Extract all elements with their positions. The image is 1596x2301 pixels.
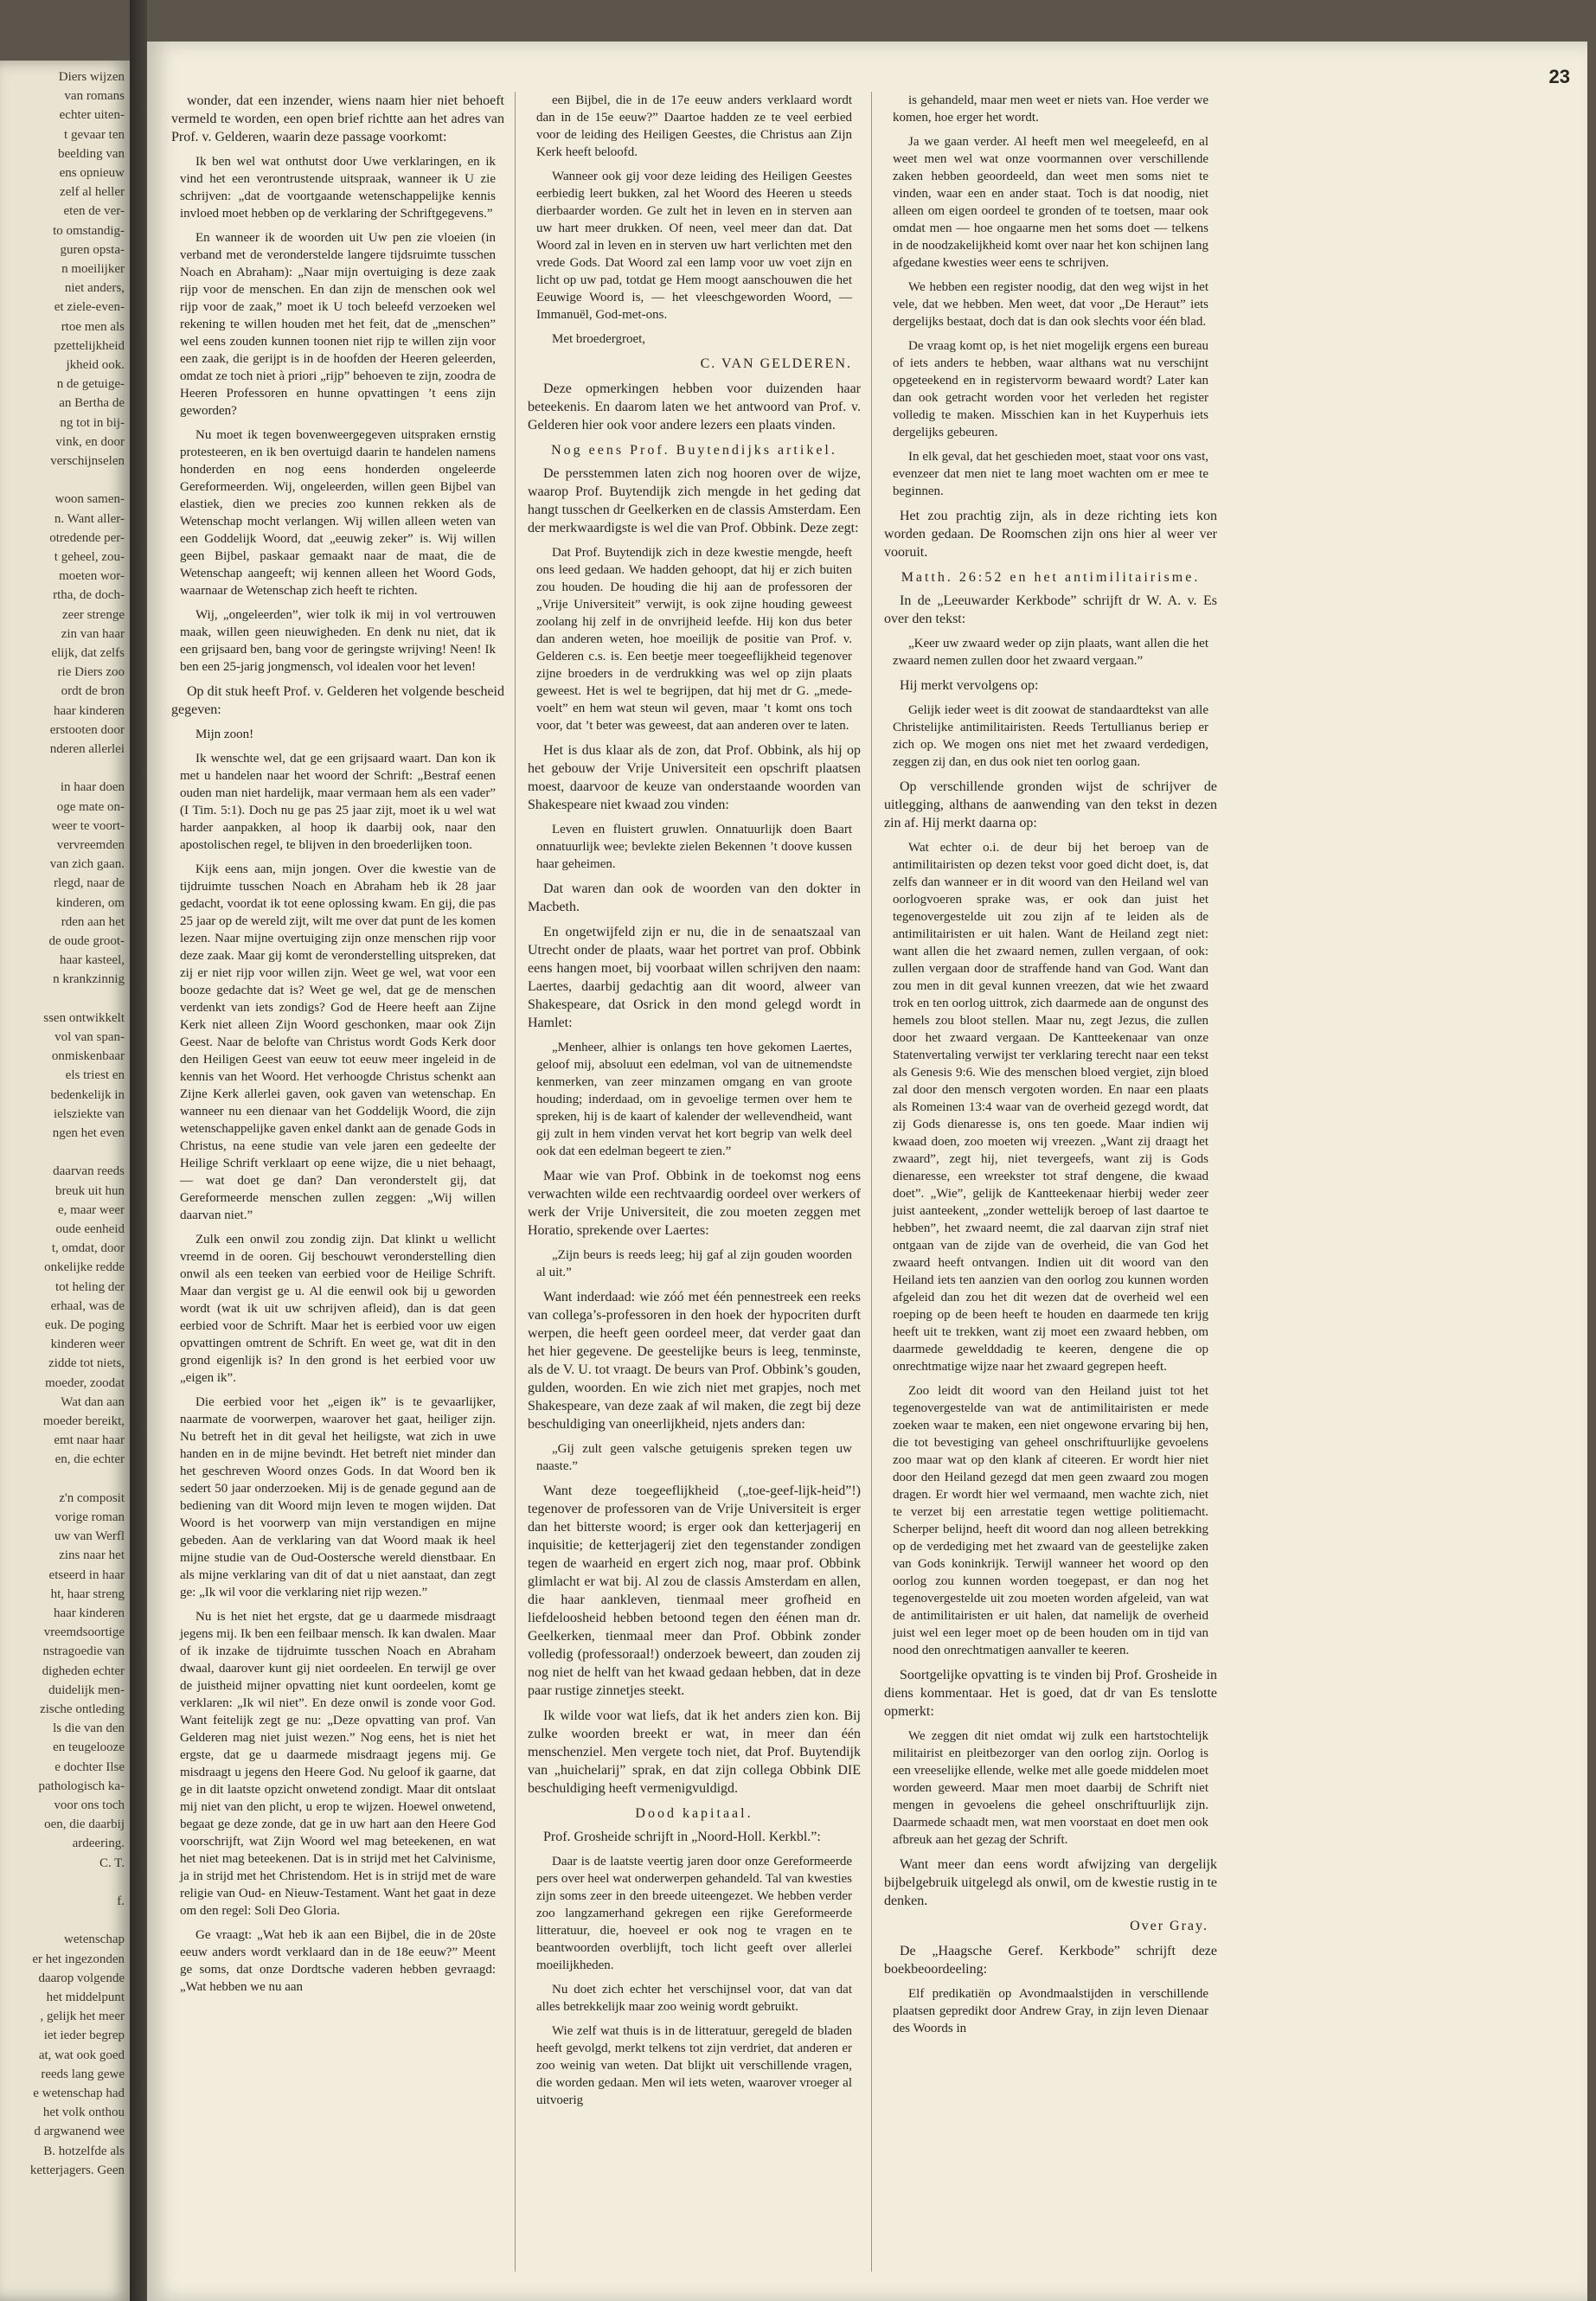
previous-page-line: moeder, zoodat — [45, 1375, 125, 1390]
signature: Over Gray. — [1130, 1919, 1208, 1933]
column-divider — [871, 92, 872, 2272]
quoted-paragraph: Nu doet zich echter het verschijnsel voor, dat van dat alles betrekkelijk maar zoo weinig wordt gebruikt. — [536, 1983, 852, 2014]
previous-page-line: vink, en door — [55, 434, 125, 449]
previous-page-line: bedenkelijk in — [50, 1087, 125, 1102]
previous-page-line: t geheel, zou- — [54, 550, 125, 564]
previous-page-line: rlegd, naar de — [53, 876, 125, 891]
text-column-1 — [171, 92, 504, 2272]
article-paragraph: Maar wie van Prof. Obbink in de toekomst nog eens verwachten wilde een rechtvaardig oordeel over werkers of werk der Vrije Universiteit, die zou moeten zeggen met Horatio, sprekende over Laertes: — [528, 1169, 861, 1238]
previous-page-line: onkelijke redde — [44, 1260, 125, 1275]
previous-page-edge — [0, 61, 130, 2301]
article-paragraph: De „Haagsche Geref. Kerkbode” schrijft deze boekbeoordeeling: — [884, 1944, 1217, 1977]
previous-page-line: nderen allerlei — [49, 742, 125, 756]
previous-page-line: ssen ontwikkelt — [43, 1010, 125, 1025]
previous-page-line: t, omdat, door — [51, 1241, 125, 1256]
previous-page-line: uw van Werfl — [54, 1529, 125, 1544]
quoted-paragraph: een Bijbel, die in de 17e eeuw anders verklaard wordt dan in de 15e eeuw?” Daartoe hadden ze te veel eerbied voor de leiding des Heiligen Geestes, die Christus aan Zijn Kerk heeft beloofd. — [536, 93, 852, 159]
quoted-paragraph: Wij, „ongeleerden”, wier tolk ik mij in vol vertrouwen maak, willen geen nieuwigheden. En denk nu niet, dat ik een grijsaard ben, bang voor de geringste wrijving! Neen! Ik ben een 25-jarig jongmensch, vol idealen voor het leven! — [180, 608, 496, 674]
previous-page-line: etseerd in haar — [48, 1567, 125, 1582]
previous-page-line: guren opsta- — [60, 242, 125, 257]
newspaper-page — [147, 42, 1587, 2301]
quoted-paragraph: Nu is het niet het ergste, dat ge u daarmede misdraagt jegens mij. Ik ben een feilbaar mensch. Ik kan dwalen. Maar of ik inzake de tijdruimte tusschen Noach en Abraham dwaal, daarover kunt gij niet oordeelen. En terwijl ge over de juistheid mijner opvatting niet kunt oordeelen, komt ge verklaren: „Ik wil niet”. En deze onwil is zonde voor God. Want feitelijk zegt ge nu: „Deze opvatting van prof. Van Gelderen mag niet juist wezen.” Nog eens, het is niet het ergste, dat ge u daarmede misdraagt jegens mij. Ge misdraagt u jegens den Heere God. Nu geloof ik gaarne, dat ge in dit laatste opzicht onwetend zondigt. Maar dit ontslaat mij niet van den plicht, u erop te wijzen. Hoewel onwetend, begaat ge deze zonde, dat ge in uw hart aan den Heere God voorschrijft, wat Zijn Woord wel mag beteekenen, en wat het niet mag beteekenen. Dat is in strijd met het Calvinisme, ja in strijd met het Christendom. Het is in strijd met de ware religie van Oud- en Nieuw-Testament. Want het gaat in deze om den regel: Soli Deo Gloria. — [180, 1610, 496, 1918]
previous-page-line: n de getuige- — [56, 377, 125, 392]
previous-page-line: jkheid ook. — [66, 358, 125, 372]
previous-page-line: erstooten door — [49, 722, 125, 737]
previous-page-line: verschijnselen — [50, 454, 125, 468]
previous-page-line: oude eenheid — [55, 1222, 125, 1236]
previous-page-line: et ziele-even- — [54, 300, 125, 315]
article-paragraph: wonder, dat een inzender, wiens naam hier niet behoeft vermeld te worden, een open brief richtte aan het adres van Prof. v. Gelderen, waarin deze passage voorkomt: — [171, 93, 504, 144]
previous-page-line: f. — [117, 1894, 125, 1908]
previous-page-line: Diers wijzen — [58, 70, 125, 84]
previous-page-line: haar kinderen — [53, 1606, 125, 1620]
article-paragraph: En ongetwijfeld zijn er nu, die in de senaatszaal van Utrecht onder de plaats, waar het portret van prof. Obbink eens hangen moet, bij voorbaat willen schrijven den naam: Laertes, daarbij gedachtig aan dit woord, alweer van Shakespeare, dat Osrick in den mond gelegd wordt in Hamlet: — [528, 925, 861, 1030]
previous-page-line: , gelijk het meer — [40, 2009, 125, 2024]
quoted-paragraph: is gehandeld, maar men weet er niets van. Hoe verder we komen, hoe erger het wordt. — [893, 93, 1208, 125]
article-paragraph: Want deze toegeeflijkheid („toe-geef-lijk-heid”!) tegenover de professoren van de Vrije Universiteit is erger dan het bitterste woord; is erger ook dan ketterjagerij en inquisitie; de ketterjagerij ziet den tegenstander zondigen tegen de waarheid en ergert zich nog, maar prof. Obbink glimlacht er wat bij. Al zou de classis Amsterdam en allen, die haar aankleven, tienmaal meer grofheid en liefdeloosheid hebben betoond tegen den éénen man dr. Geelkerken, tienmaal meer dan Prof. Obbink zonder volledig (professoraal!) onderzoek beweert, dan zouden zij nog niet de helft van het kwaad gedaan hebben, dat in deze paar rustige zinnetjes steekt. — [528, 1484, 861, 1698]
previous-page-line: kinderen weer — [50, 1337, 125, 1352]
previous-page-line: e, maar weer — [57, 1202, 125, 1217]
page-number: 23 — [1548, 66, 1570, 87]
previous-page-line: het middelpunt — [46, 1990, 125, 2004]
previous-page-line: ens opnieuw — [59, 166, 125, 180]
binding-gutter — [130, 0, 147, 2301]
previous-page-line: iet ieder begrep — [43, 2029, 125, 2043]
previous-page-line: woon samen- — [54, 492, 125, 507]
previous-page-line: haar kasteel, — [60, 953, 125, 968]
previous-page-line: en, die echter — [54, 1452, 125, 1467]
section-heading: Dood kapitaal. — [635, 1806, 753, 1821]
previous-page-line: daarvan reeds — [53, 1164, 125, 1179]
article-paragraph: Dat waren dan ook de woorden van den dokter in Macbeth. — [528, 881, 861, 914]
previous-page-line: zische ontleding — [40, 1702, 125, 1716]
previous-page-line: ardeering. — [72, 1836, 125, 1851]
signature: C. VAN GELDEREN. — [700, 356, 852, 371]
previous-page-line: pathologisch ka- — [38, 1779, 125, 1793]
quoted-paragraph: „Gij zult geen valsche getuigenis spreken tegen uw naaste.” — [536, 1442, 852, 1473]
previous-page-line: het volk onthou — [42, 2106, 125, 2120]
previous-page-line: n krankzinnig — [53, 972, 125, 987]
previous-page-line: d argwanend wee — [34, 2125, 125, 2139]
previous-page-line: Wat dan aan — [61, 1394, 125, 1409]
quoted-paragraph: „Keer uw zwaard weder op zijn plaats, want allen die het zwaard nemen zullen door het zwaard vergaan.” — [893, 637, 1208, 668]
quoted-paragraph: Dat Prof. Buytendijk zich in deze kwestie mengde, heeft ons leed gedaan. We hadden gehoopt, dat hij er zich buiten zou houden. De houding die hij aan de professoren der „Vrije Universiteit” verwijt, is ook zijne houding geweest zoolang hij zelf in de onvrijheid leefde. Hij kon dus beter dan anderen weten, hoe moeilijk de positie van Prof. v. Gelderen c.s. is. Een beetje meer toegeeflijkheid tegenover zijne broeders in de verdrukking was wel op zijn plaats geweest. Het is wel te begrijpen, dat hij met dr G. „mede-voelt” en hem wat steun wil geven, maar ’t komt ons toch voor, dat ’t beter was geweest, dat aan anderen over te laten. — [536, 546, 852, 733]
previous-page-line: at, wat ook goed — [38, 2048, 125, 2062]
quoted-paragraph: Ja we gaan verder. Al heeft men wel meegeleefd, en al weet men wel wat onze voormannen over verschillende zaken hebben geoordeeld, dan weet men soms niet te vinden, waar een en ander staat. Toch is dat noodig, niet alleen om eigen oordeel te gronden of te toetsen, maar ook omdat men — hoe ongaarne men het soms doet — telkens in de noodzakelijkheid komt over naar het kon schijnen lang afgedane kwesties weer eens te schrijven. — [893, 135, 1208, 270]
previous-page-line: zidde tot niets, — [48, 1356, 125, 1371]
previous-page-line: er het ingezonden — [32, 1952, 125, 1966]
previous-page-line: de oude groot- — [48, 934, 125, 948]
previous-page-line: van zich gaan. — [49, 857, 125, 872]
quoted-paragraph: We hebben een register noodig, dat den weg wijst in het vele, dat we hebben. Men weet, dat voor „De Heraut” iets dergelijks bestaat, doch dat is dan ook slechts voor één blad. — [893, 280, 1208, 329]
previous-page-line: vervreemden — [56, 838, 125, 852]
previous-page-line: breuk uit hun — [55, 1183, 125, 1198]
quoted-paragraph: Mijn zoon! — [195, 727, 254, 741]
article-paragraph: Op verschillende gronden wijst de schrijver de uitlegging, althans de aanwending van den tekst in dezen zin af. Hij merkt daarna op: — [884, 779, 1217, 830]
previous-page-line: oen, die daarbij — [44, 1817, 125, 1832]
previous-page-line: e wetenschap had — [33, 2086, 125, 2100]
previous-page-line: wetenschap — [64, 1932, 125, 1947]
previous-page-line: voor ons toch — [54, 1798, 125, 1812]
quoted-paragraph: In elk geval, dat het geschieden moet, staat voor ons vast, evenzeer dat men niet te lang moet wachten om er mee te beginnen. — [893, 450, 1208, 498]
previous-page-line: reeds lang gewe — [41, 2067, 125, 2081]
previous-page-line: beelding van — [57, 146, 125, 161]
previous-page-line: ht, haar streng — [50, 1586, 125, 1601]
previous-page-line: tot heling der — [55, 1279, 125, 1294]
previous-page-line: ketterjagers. Geen — [29, 2163, 125, 2177]
quoted-paragraph: Kijk eens aan, mijn jongen. Over die kwestie van de tijdruimte tusschen Noach en Abraham heb ik 28 jaar gedacht, voordat ik tot eene oplossing kwam. En gij, die pas 25 jaar op de wereld zijt, wilt me over dat punt de les komen lezen. Naar mijne overtuiging zijn onze menschen rijp voor deze zaak. Maar gij komt de veronderstelling uitspreken, dat zij er niet rijp voor willen zijn. Weet ge wel, wat voor een booze gedachte dat is? Weet ge wel, dat ge de menschen verdenkt van iets zondigs? God de Heere heeft aan Zijne Kerk niet alleen Zijn Woord geschonken, maar ook Zijn Geest. Naar de belofte van Christus wordt Gods Kerk door den Heiligen Geest van eeuw tot eeuw meer ingeleid in de kennis van het Woord. Het verhoogde Christus schenkt aan Zijne Kerk allerlei gaven, ook gaven van wetenschap. En wanneer nu een dienaar van het Goddelijk Woord, die zijn wetenschappelijke gaven enkel dankt aan de genade Gods in Christus, na eene studie van vele jaren een gedeelte der Heilige Schrift verklaart op eene wijze, die u niet behaagt, — wat doet ge dan? Dan veronderstelt gij, dat Gereformeerde menschen zullen zeggen: „Wij willen daarvan niet.” — [180, 862, 496, 1222]
quoted-paragraph: Zulk een onwil zou zondig zijn. Dat klinkt u wellicht vreemd in de ooren. Gij beschouwt veronderstelling dien onwil als een teeken van eerbied voor de Heilige Schrift. Maar dan vergist ge u. Al die eenwil ook bij u geworden wordt (wat ik uit uw schrijven afleid), dan is dat geen eerbied voor de Schrift. Maar het is eerbied voor uw eigen opvattingen omtrent de Schrift. En weet ge, wat dit in den grond eigenlijk is? In den grond is het eerbied voor uw „eigen ik”. — [180, 1233, 496, 1385]
previous-page-line: zelf al heller — [60, 185, 125, 200]
previous-page-line: moeten wor- — [59, 569, 125, 584]
previous-page-line: echter uiten- — [59, 108, 125, 123]
text-column-3 — [884, 92, 1217, 2272]
previous-page-line: eten de ver- — [63, 204, 125, 219]
previous-page-line: n. Want aller- — [54, 511, 125, 526]
previous-page-line: daarop volgende — [38, 1971, 125, 1985]
article-paragraph: Het zou prachtig zijn, als in deze richting iets kon worden gedaan. De Roomschen zijn ons hier al weer ver vooruit. — [884, 509, 1217, 560]
previous-page-line: pzettelijkheid — [54, 338, 125, 353]
previous-page-line: rden aan het — [61, 914, 125, 929]
previous-page-line: to omstandig- — [53, 223, 125, 238]
previous-page-line: an Bertha de — [59, 396, 125, 411]
quoted-paragraph: „Zijn beurs is reeds leeg; hij gaf al zijn gouden woorden al uit.” — [536, 1248, 852, 1279]
quoted-paragraph: Met broedergroet, — [552, 332, 646, 346]
column-divider — [515, 92, 516, 2272]
quoted-paragraph: Ge vraagt: „Wat heb ik aan een Bijbel, die in de 20ste eeuw anders wordt verklaard dan in de 18e eeuw?” Meent ge soms, dat onze Dordtsche vaderen hebben gevraagd: „Wat hebben we nu aan — [180, 1928, 496, 1994]
quoted-paragraph: Wie zelf wat thuis is in de litteratuur, geregeld de bladen heeft gevolgd, merkt telkens tot zijn verdriet, dat anderen er zoo weinig van weten. Dat blijkt uit verschillende vragen, die worden gedaan. Men wil iets weten, waarover vroeger al uitvoerig — [536, 2024, 852, 2107]
previous-page-line: nstragoedie van — [42, 1644, 125, 1659]
previous-page-line: oge mate on- — [56, 799, 125, 814]
text-column-2 — [528, 92, 861, 2272]
previous-page-line: weer te voort- — [51, 818, 125, 833]
previous-page-line: zin van haar — [61, 626, 125, 641]
quoted-paragraph: Daar is de laatste veertig jaren door onze Gereformeerde pers over heel wat onderwerpen gehandeld. Tal van kwesties zijn soms zeer in den breede uiteengezet. We hebben verder zoo langzamerhand gekregen een rijke Gereformeerde litteratuur, die, hoeveel er ook nog te vragen en te beantwoorden overblijft, toch licht geeft over allerlei moeilijkheden. — [536, 1855, 852, 1972]
previous-page-line: emt naar haar — [54, 1433, 125, 1448]
quoted-paragraph: We zeggen dit niet omdat wij zulk een hartstochtelijk militairist en pleitbezorger van den oorlog zijn. Oorlog is een vreeselijke ellende, welke met alle goede middelen moet worden geweerd. Maar men moet daarbij de Schrift niet mengen in gevoelens die geheel onschriftuurlijk zijn. Daarmede schaadt men, wat men voorstaat en doet men ook afbreuk aan het gezag der Schrift. — [893, 1729, 1208, 1847]
previous-page-line: elijk, dat zelfs — [51, 646, 125, 660]
quoted-paragraph: Wanneer ook gij voor deze leiding des Heiligen Geestes eerbiedig leert bukken, zal het Woord des Heeren u steeds dierbaarder worden. Ge zult het in leven en in sterven aan uw hart meer drukken. Of neen, veel meer dan dat. Dat Woord zal in leven en in sterven uw hart verlichten met den vrede Gods. Dat Woord zal een lamp voor uw voet zijn en licht op uw pad, totdat ge Hem moogt aanschouwen die het Eeuwige Woord is, — het vleeschgeworden Woord, — Immanuël, God-met-ons. — [536, 170, 852, 322]
previous-page-line: zins naar het — [59, 1548, 125, 1563]
previous-page-line: rie Diers zoo — [57, 665, 125, 680]
article-paragraph: Prof. Grosheide schrijft in „Noord-Holl. Kerkbl.”: — [543, 1830, 821, 1844]
article-paragraph: Want meer dan eens wordt afwijzing van dergelijk bijbelgebruik uitgelegd als onwil, om de kwestie rustig in te denken. — [884, 1857, 1217, 1908]
previous-page-line: kinderen, om — [55, 895, 125, 910]
quoted-paragraph: Die eerbied voor het „eigen ik” is te gevaarlijker, naarmate de voorwerpen, waarover het gaat, heiliger zijn. Nu betreft het in dit geval het heiligste, wat zich in uwe handen en in de mijne bevindt. Het betreft niet minder dan het geschreven Woord onzes Gods. In dat Woord ben ik sedert 50 jaar onderzoeken. Mij is de genade gegund aan de bediening van dit Woord mijn leven te mogen wijden. Dat Woord is het voorwerp van mijn verstandigen en mijne gebeden. Aan de verklaring van dat Woord maak ik heel mijne studie van de Oud-Oostersche wereld dienstbaar. En als mijne verklaring van dit of dat u niet aanstaat, dan zegt ge: „Ik wil voor die verklaring niet rijp wezen.” — [180, 1395, 496, 1599]
previous-page-line: digheden echter — [42, 1663, 125, 1678]
previous-page-line: e dochter Ilse — [54, 1759, 125, 1774]
previous-page-line: van romans — [64, 89, 125, 104]
previous-page-line: vol van span- — [54, 1030, 125, 1044]
quoted-paragraph: De vraag komt op, is het niet mogelijk ergens een bureau of iets anders te hebben, waar althans wat nu verschijnt opgeteekend en in registervorm bewaard wordt? Later kan dan ook getracht worden voor het verleden het register volledig te maken. Misschien kan in het Kuyperhuis iets dergelijks gebeuren. — [893, 339, 1208, 439]
article-paragraph: Soortgelijke opvatting is te vinden bij Prof. Grosheide in diens kommentaar. Het is goed, dat dr van Es tenslotte opmerkt: — [884, 1668, 1217, 1719]
previous-page-line: moeder bereikt, — [42, 1414, 125, 1428]
article-paragraph: In de „Leeuwarder Kerkbode” schrijft dr W. A. v. Es over den tekst: — [884, 593, 1217, 626]
quoted-paragraph: Ik wenschte wel, dat ge een grijsaard waart. Dan kon ik met u handelen naar het woord der Schrift: „Bestraf eenen ouden man niet hardelijk, maar vermaan hem als een vader” (I Tim. 5:1). Doch nu ge pas 25 jaar zijt, moet ik u wel wat harder aanpakken, al hoop ik daarbij ook, naar den apostolischen regel, te blijven in den broederlijken toon. — [180, 752, 496, 852]
previous-page-line: in haar doen — [60, 780, 125, 795]
previous-page-line: euk. De poging — [44, 1318, 125, 1332]
quoted-paragraph: Nu moet ik tegen bovenweergegeven uitspraken ernstig protesteeren, en ik ben overtuigd daarin te handelen namens honderden en nog eens honderden ongeleerde Gereformeerden. Wij, ongeleerden, willen geen Bijbel van elastiek, dien we precies zoo kunnen rekken als de Wetenschap mocht verlangen. Wij willen alleen weten van een Goddelijk Woord, dat „eeuwig zeker” is. Wij willen geen Bijbel, paskaar gemaakt naar de maat, die de Wetenschap aangeeft; wij kennen alleen het Woord Gods, waarnaar de Wetenschap zich heeft te richten. — [180, 428, 496, 598]
previous-page-line: otredende per- — [49, 530, 125, 545]
previous-page-line: ls die van den — [53, 1721, 125, 1736]
article-paragraph: Op dit stuk heeft Prof. v. Gelderen het volgende bescheid gegeven: — [171, 684, 504, 717]
section-heading: Matth. 26:52 en het antimilitairisme. — [901, 570, 1201, 585]
previous-page-line: els triest en — [65, 1068, 125, 1083]
article-paragraph: Hij merkt vervolgens op: — [900, 678, 1039, 693]
previous-page-line: niet anders, — [64, 281, 125, 296]
previous-page-line: duidelijk men- — [48, 1682, 125, 1697]
quoted-paragraph: Gelijk ieder weet is dit zoowat de standaardtekst van alle Christelijke antimilitairisten. Reeds Tertullianus beriep er zich op. We mogen ons niet met het zwaard verdedigen, zeggen zij dan, en dus ook niet ten oorlog gaan. — [893, 703, 1208, 769]
quoted-paragraph: En wanneer ik de woorden uit Uw pen zie vloeien (in verband met de veronderstelde langere tijdsruimte tusschen Noach en Abraham): „Naar mijn overtuiging is deze zaak rijp voor de menschen. En dan zijn de menschen ook wel rijp voor de zaak,” moet ik U toch beleefd verzoeken wel rekening te willen houden met het feit, dat de „menschen” wel eens zouden kunnen toonen niet rijp te willen zijn voor een zaak, die gerijpt is in de hoofden der Heeren geleerden, omdat ze toch niet à priori „rijp” behoeven te zijn, zoodra de Heeren Professoren en hunne opvattingen ’t eens zijn geworden? — [180, 231, 496, 418]
previous-page-line: ngen het even — [52, 1126, 125, 1140]
quoted-paragraph: „Menheer, alhier is onlangs ten hove gekomen Laertes, geloof mij, absoluut een edelman, vol van de uitnemendste kenmerken, van zeer minzamen omgang en van groote houding; inderdaad, om in gevoelige termen over hem te spreken, hij is de kaart of kalender der wellevendheid, want gij zult in hem vinden vervat het kort begrip van welk deel ook dat een edelman begeert te zien.” — [536, 1041, 852, 1158]
article-paragraph: Want inderdaad: wie zóó met één pennestreek een reeks van collega’s-professoren in den hoek der hypocriten durft werpen, die heeft geen oordeel meer, dat verder gaat dan het hier gegevene. De geestelijke beurs is leeg, tenminste, als de V. U. tot vraagt. De beurs van Prof. Obbink’s gouden, gulden, woorden. En wie zich niet met grapjes, noch met Shakespeare, van deze zaak af wil maken, die zegt bij deze beschuldiging van oneerlijkheid, njets anders dan: — [528, 1290, 861, 1432]
section-heading: Nog eens Prof. Buytendijks artikel. — [551, 443, 837, 458]
previous-page-line: zeer strenge — [61, 607, 125, 622]
previous-page-line: rtoe men als — [61, 319, 125, 334]
previous-page-line: ordt de bron — [61, 684, 125, 699]
article-paragraph: Ik wilde voor wat liefs, dat ik het anders zien kon. Bij zulke woorden breekt er wat, in meer dan één menschenziel. Men vergete toch niet, dat Prof. Buytendijk van „huichelarij” sprak, en dat zijn collega Obbink DIE beschuldiging heeft vermenigvuldigd. — [528, 1708, 861, 1796]
quoted-paragraph: Ik ben wel wat onthutst door Uwe verklaringen, en ik vind het een verontrustende uitspraak, wanneer ik U zie schrijven: „dat de voortgaande wetenschappelijke kennis invloed moet hebben op de verklaring der Schriftgegevens.” — [180, 155, 496, 221]
quoted-paragraph: Zoo leidt dit woord van den Heiland juist tot het tegenovergestelde van wat de antimilitairisten er mede zoeken waar te maken, een niet ongewone ervaring bij hen, die tot bevestiging van geheel onschriftuurlijke gevoelens zoo maar wat op den klank af citeeren. Er wordt hier niet door den Heiland gezegd dat men geen zwaard zou mogen dragen. Er wordt hier wel vermaand, men wachte zich, niet te verzet bij een arrestatie tegen wettige politiemacht. Scherper belijnd, heeft dit woord dan nog alleen betrekking op de verdediging met het zwaard van de geestelijke zaken van Gods koninkrijk. Terwijl wanneer het woord op den oorlog zou kunnen worden toegepast, er dan nog het tegenovergestelde uit zou moeten worden afgeleid, van wat de antimilitairisten er uit halen, dat namelijk de overheid juist wel een leger moet op de been houden om in tijd van nood den onrechtmatigen aanvaller te keeren. — [893, 1384, 1208, 1657]
article-paragraph: Het is dus klaar als de zon, dat Prof. Obbink, als hij op het gebouw der Vrije Universiteit een opschrift plaatsen moest, daarvoor de keuze van onderstaande woorden van Shakespeare niet kwaad zou vinden: — [528, 743, 861, 812]
quoted-paragraph: Elf predikatiën op Avondmaalstijden in verschillende plaatsen gepredikt door Andrew Gray, in zijn leven Dienaar des Woords in — [893, 1987, 1208, 2035]
previous-page-line: C. T. — [99, 1856, 125, 1870]
previous-page-line: vreemdsoortige — [43, 1625, 125, 1640]
previous-page-line: rtha, de doch- — [53, 588, 125, 603]
article-paragraph: De persstemmen laten zich nog hooren over de wijze, waarop Prof. Buytendijk zich mengde in het geding dat hangt tusschen dr Geelkerken en de classis Amsterdam. Een der merkwaardigste is wel die van Prof. Obbink. Deze zegt: — [528, 466, 861, 535]
previous-page-line: n moeilijker — [61, 262, 125, 276]
previous-page-line: onmiskenbaar — [51, 1049, 125, 1064]
previous-page-line: haar kinderen — [53, 703, 125, 718]
previous-page-line: vorige roman — [54, 1510, 125, 1524]
quoted-paragraph: Leven en fluistert gruwlen. Onnatuurlijk doen Baart onnatuurlijk wee; bevlekte zielen Bekennen ’t doove kussen haar geheimen. — [536, 823, 852, 871]
article-paragraph: Deze opmerkingen hebben voor duizenden haar beteekenis. En daarom laten we het antwoord van Prof. v. Gelderen hier ook voor andere lezers een plaats vinden. — [528, 381, 861, 433]
previous-page-line: ng tot in bij- — [60, 415, 125, 430]
previous-page-line: erhaal, was de — [50, 1298, 125, 1313]
previous-page-line: t gevaar ten — [64, 127, 125, 142]
previous-page-line: B. hotzelfde als — [43, 2144, 125, 2158]
previous-page-line: z'n composit — [59, 1490, 125, 1505]
previous-page-line: en teugelooze — [53, 1740, 125, 1755]
quoted-paragraph: Wat echter o.i. de deur bij het beroep van de antimilitairisten op dezen tekst voor goed dicht doet, is, dat zelfs dan wanneer er in dit woord van den Heiland wel van oorlogvoeren sprake was, er ook dan juist het tegenovergestelde uit zou zijn af te leiden als de antimilitairisten er uit halen. Want de Heiland zegt niet: want allen die het zwaard nemen, zullen vergaan, of ook: zullen vergaan door de straffende hand van God. Want dan zou men in dit geval kunnen vreezen, dat wie het zwaard trok en ten oorlog uittrok, zich daarmede aan de ongunst des hemels zou bloot stellen. Maar nu, zegt Jezus, die zullen door het zwaard vergaan. De Kantteekenaar van onze Statenvertaling verwijst ter verklaring terecht naar een tekst als Genesis 9:6. Wie des menschen bloed vergiet, zijn bloed zal door den mensch vergoten worden. En naar een plaats als Romeinen 13:4 waar van de overheid gezegd wordt, dat zij Gods dienaresse is, ons ten goede. Maar indien wij kwaad doen, zoo moeten wij vreezen. „Want zij draagt het zwaard”, zegt hij, niet tevergeefs, want zij is Gods dienaresse, een wreekster tot straf dengene, die kwaad doet”. „Wie”, gelijk de Kantteekenaar hierbij weder zeer juist aanteekent, „zonder wettelijk beroep of last daartoe te hebben”, het zwaard neemt, die zal daarvan zijn straf niet ontgaan van de zijde van de overheid, die van God het zwaard heeft ontvangen. Indien uit dit woord van den Heiland iets ten aanzien van den oorlog zou kunnen worden afgeleid dan zou het dit wezen dat de overheid wel een roeping op de been heeft te houden en daarmede ten krijg heeft uit te trekken, want zij moet een zwaard hebben, om daarmede gewelddadig te keeren, dengene die op onrechtmatige wijze naar het zwaard gegrepen heeft. — [893, 841, 1208, 1374]
previous-page-line: ielsziekte van — [53, 1106, 125, 1121]
